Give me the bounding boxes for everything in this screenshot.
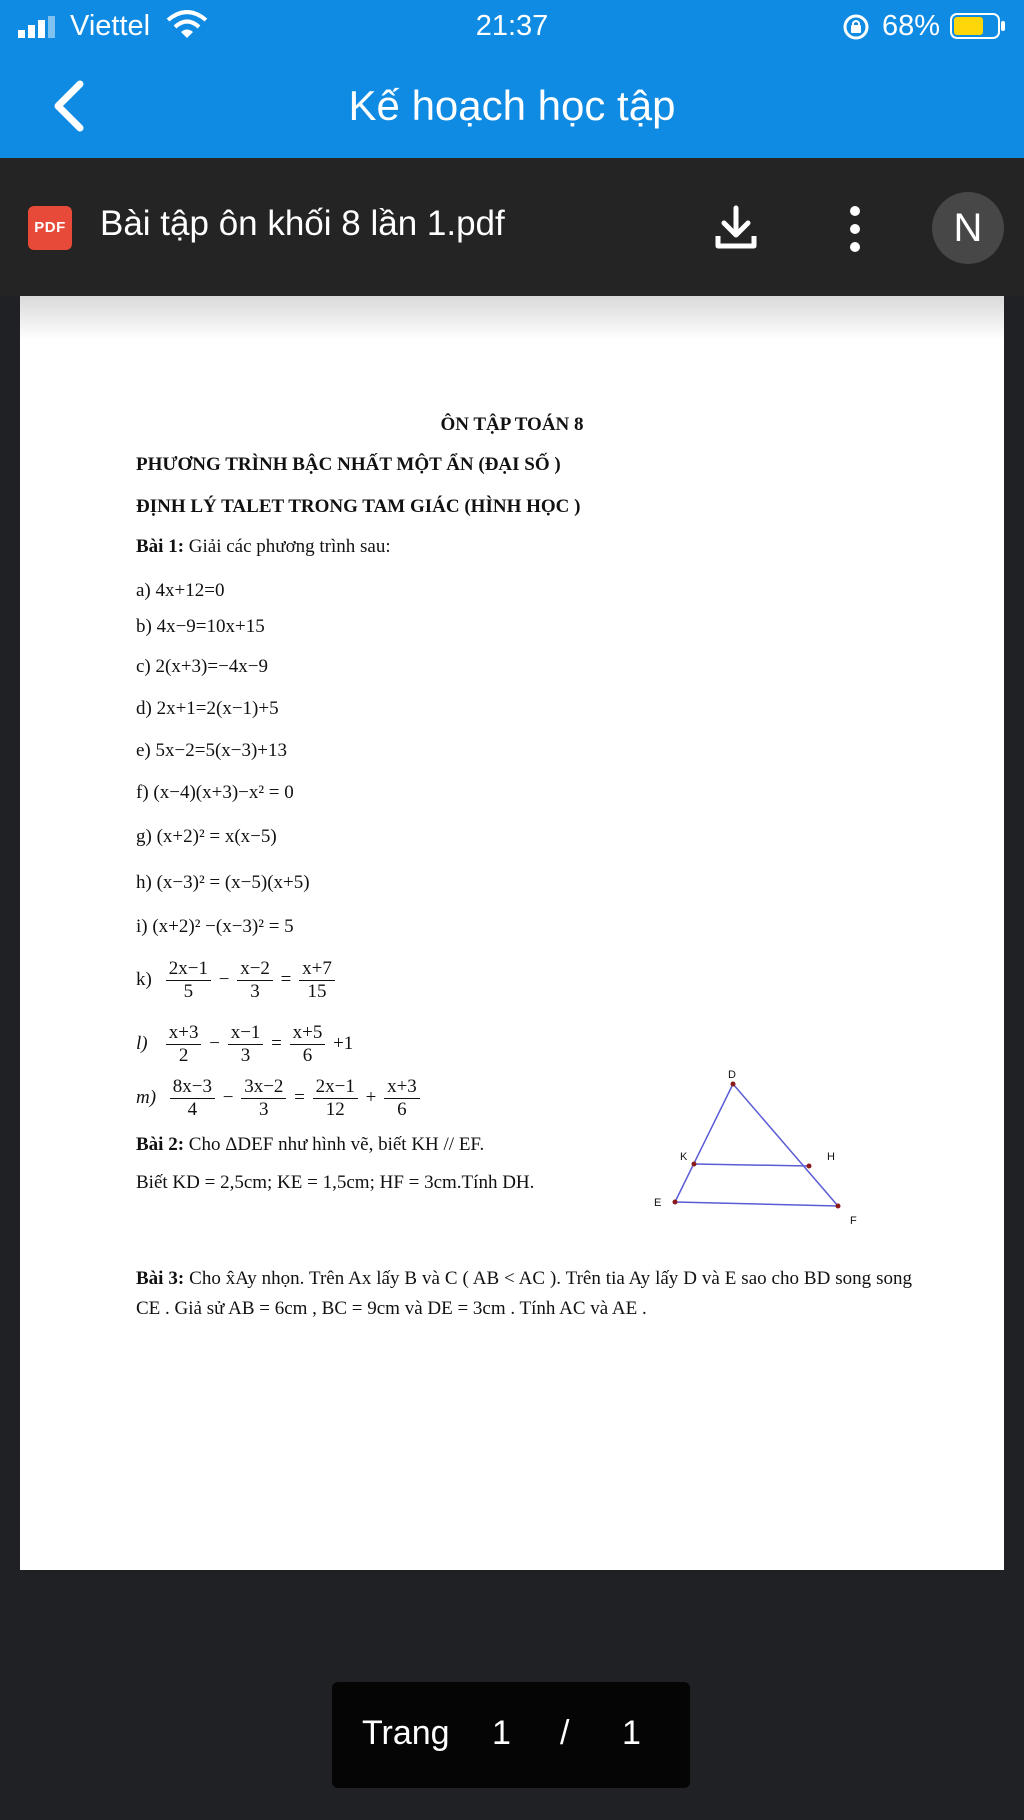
fraction [313, 1076, 358, 1121]
page-separator: / [560, 1714, 570, 1752]
denominator: 6 [302, 1045, 313, 1066]
denominator: 3 [259, 1099, 269, 1120]
fraction [290, 1022, 326, 1067]
numerator: 8x−3 [170, 1076, 215, 1099]
equation-b: b) 4x−9=10x+15 [136, 616, 265, 637]
label-k: K [680, 1151, 688, 1163]
denominator: 6 [397, 1099, 407, 1120]
numerator: x+5 [290, 1022, 326, 1045]
equation-d: d) 2x+1=2(x−1)+5 [136, 698, 279, 719]
download-icon[interactable] [712, 204, 760, 252]
file-name: Bài tập ôn khối 8 lần 1.pdf [100, 204, 505, 243]
rotation-lock-icon [842, 13, 870, 41]
equation-g: g) (x+2)² = x(x−5) [136, 826, 277, 847]
page-title: Kế hoạch học tập [348, 82, 676, 129]
denominator: 12 [325, 1099, 345, 1120]
denominator: 3 [240, 1045, 251, 1066]
equation-k-label: k) [136, 968, 152, 990]
exercise-2-intro [136, 1134, 484, 1156]
battery-icon [950, 13, 1006, 39]
side-df [733, 1084, 838, 1206]
side-de [675, 1084, 733, 1202]
equation-k [136, 958, 338, 1003]
clock: 21:37 [475, 10, 549, 42]
document-title: ÔN TẬP TOÁN 8 [440, 414, 584, 435]
equation-l-label: l) [136, 1032, 148, 1054]
triangle-def-figure [630, 1066, 910, 1236]
numerator: x−1 [228, 1022, 264, 1045]
numerator: 2x−1 [313, 1076, 358, 1099]
battery-percent: 68% [882, 10, 941, 42]
exercise-3-line-1: Cho x̂Ay nhọn. Trên Ax lấy B và C ( AB < AC ). Trên tia Ay lấy D và E sao cho BD [189, 1268, 831, 1289]
status-bar [0, 0, 1024, 54]
exercise-3-label: Bài 3: [136, 1268, 185, 1289]
numerator: x+3 [166, 1022, 202, 1045]
point-e [673, 1200, 678, 1205]
numerator: x+7 [299, 958, 335, 981]
operator: − [218, 968, 230, 990]
label-h: H [827, 1151, 835, 1163]
point-d [731, 1082, 736, 1087]
operator: = [294, 1086, 305, 1108]
fraction [241, 1076, 286, 1121]
fraction [166, 958, 211, 1003]
carrier-name: Viettel [70, 10, 151, 42]
label-d: D [728, 1069, 736, 1081]
exercise-3-line-2: song song CE . Giả sử AB = 6cm , BC = 9cm và DE = 3cm . Tính AC và AE . [136, 1268, 912, 1319]
page-label: Trang [362, 1714, 450, 1752]
equation-h: h) (x−3)² = (x−5)(x+5) [136, 872, 310, 893]
operator: = [271, 1032, 282, 1054]
pdf-file-icon: PDF [28, 206, 72, 250]
operator: + [365, 1086, 377, 1108]
exercise-2-label: Bài 2: [136, 1134, 185, 1155]
pdf-toolbar [0, 158, 1024, 296]
segment-kh [694, 1164, 809, 1166]
equation-i: i) (x+2)² −(x−3)² = 5 [136, 916, 294, 937]
equation-l [136, 1022, 353, 1067]
point-k [692, 1162, 697, 1167]
exercise-2-givens: Biết KD = 2,5cm; KE = 1,5cm; HF = 3cm.Tính DH. [136, 1172, 535, 1193]
denominator: 2 [178, 1045, 189, 1066]
fraction [384, 1076, 420, 1121]
top-bar [0, 0, 1024, 158]
equation-c: c) 2(x+3)=−4x−9 [136, 656, 269, 677]
equation-f: f) (x−4)(x+3)−x² = 0 [136, 782, 294, 803]
exercise-1-text: Giải các phương trình sau: [188, 536, 391, 557]
fraction [166, 1022, 202, 1067]
equation-m [136, 1076, 423, 1121]
numerator: x+3 [384, 1076, 420, 1099]
equation-e: e) 5x−2=5(x−3)+13 [136, 740, 288, 761]
denominator: 15 [307, 981, 327, 1002]
equation-m-label: m) [136, 1086, 157, 1108]
total-pages: 1 [622, 1714, 641, 1752]
numerator: x−2 [237, 958, 273, 981]
exercise-3 [136, 1264, 912, 1324]
page-indicator [332, 1682, 690, 1788]
fraction [228, 1022, 264, 1067]
equation-a: a) 4x+12=0 [136, 580, 225, 601]
numerator: 2x−1 [166, 958, 211, 981]
operator: +1 [333, 1032, 354, 1054]
denominator: 5 [183, 981, 194, 1002]
exercise-1-intro [136, 536, 391, 558]
label-f: F [850, 1215, 857, 1227]
avatar[interactable]: N [932, 192, 1004, 264]
exercise-1-label: Bài 1: [136, 536, 185, 557]
operator: − [209, 1032, 220, 1054]
numerator: 3x−2 [241, 1076, 286, 1099]
fraction [170, 1076, 215, 1121]
side-ef [675, 1202, 838, 1206]
fraction [237, 958, 273, 1003]
label-e: E [654, 1197, 662, 1209]
point-h [807, 1164, 812, 1169]
denominator: 3 [250, 981, 260, 1002]
operator: − [222, 1086, 234, 1108]
app-bar [0, 54, 1024, 158]
heading-algebra: PHƯƠNG TRÌNH BẬC NHẤT MỘT ẨN (ĐẠI SỐ ) [136, 454, 561, 475]
pdf-page[interactable] [20, 296, 1004, 1570]
heading-geometry: ĐỊNH LÝ TALET TRONG TAM GIÁC (HÌNH HỌC ) [136, 496, 581, 517]
point-f [836, 1204, 841, 1209]
page-top-shadow [20, 296, 1004, 340]
fraction [299, 958, 335, 1003]
operator: = [280, 968, 292, 990]
more-vertical-icon[interactable] [840, 204, 870, 254]
denominator: 4 [187, 1099, 198, 1120]
current-page: 1 [492, 1714, 511, 1752]
exercise-2-text: Cho ΔDEF như hình vẽ, biết KH // EF. [188, 1134, 485, 1155]
